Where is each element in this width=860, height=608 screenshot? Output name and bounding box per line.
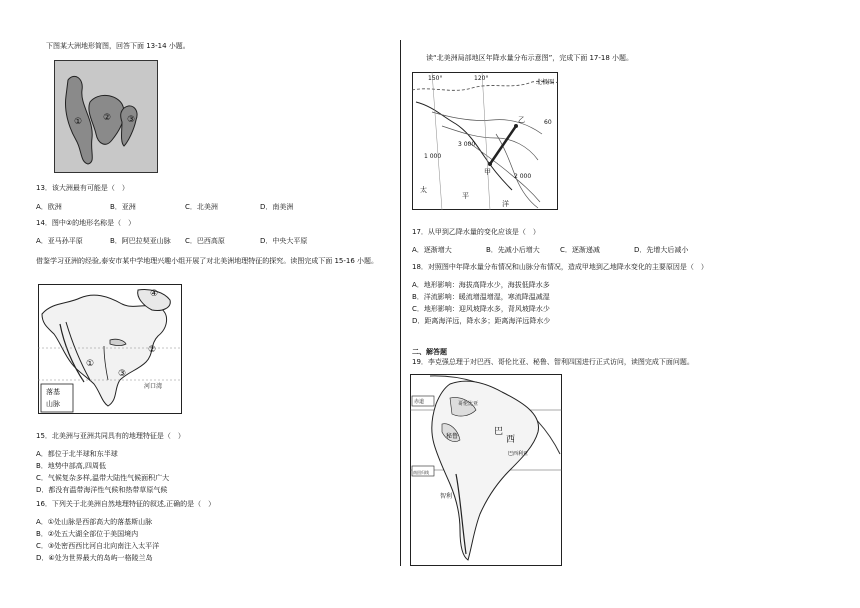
q17-option-b[interactable]: B．先减小后增大 [486,246,540,254]
point-jia [488,162,492,166]
intro-13-14: 下图某大洲地形简图，回答下面 13-14 小题。 [46,42,190,50]
label-tropic: 南回归线 [413,470,429,475]
label-3000: 3 000 [458,141,476,148]
q18-option-a[interactable]: A．地形影响：海拔高降水少，海拔低降水多 [412,281,550,289]
label-1: ① [74,117,83,127]
q14-option-b[interactable]: B．阿巴拉契亚山脉 [110,237,171,245]
q18-stem: 18．对照图中年降水量分布情况和山脉分布情况，造成甲地到乙地降水变化的主要原因是（ ） [412,263,708,271]
q13-option-c[interactable]: C．北美洲 [185,203,218,211]
q15-option-c[interactable]: C．气候复杂多样,温带大陆性气候面积广大 [36,474,170,482]
q15-stem: 15．北美洲与亚洲共同具有的地理特征是（ ） [36,432,185,440]
label-ba: 巴 [494,427,504,437]
q16-stem: 16．下列关于北美洲自然地理特征的叙述,正确的是（ ） [36,500,216,508]
q15-option-b[interactable]: B．地势中部高,四周低 [36,462,107,470]
q18-option-d[interactable]: D．距离海洋远，降水多；距离海洋远降水少 [412,317,551,325]
q17-stem: 17．从甲到乙降水量的变化应该是（ ） [412,228,540,236]
intro-17-18: 读“北美洲局部地区年降水量分布示意图”，完成下面 17-18 小题。 [426,54,634,62]
q16-option-a[interactable]: A．①处山脉是西部高大的落基斯山脉 [36,518,153,526]
label-2: ② [148,345,157,355]
q15-option-a[interactable]: A．都位于北半球和东半球 [36,450,118,458]
q17-option-c[interactable]: C．逐渐递减 [560,246,600,254]
q14-stem: 14．图中②的地形名称是（ ） [36,219,136,227]
q14-option-d[interactable]: D．中央大平原 [260,237,308,245]
north-america-map [38,284,182,414]
label-2000: 2 000 [514,173,532,180]
label-xi: 西 [506,435,516,445]
label-2: ② [103,113,112,123]
label-chile: 智利 [440,493,453,500]
precipitation-svg [412,72,558,210]
label-jia: 甲 [484,168,491,176]
label-ping: 平 [462,192,469,200]
column-divider [400,40,401,566]
continent-terrain-map [54,60,158,173]
label-120: 120° [474,75,489,82]
label-equator: 赤道 [414,399,425,405]
q15-option-d[interactable]: D．都没有温带海洋性气候和热带草原气候 [36,486,168,494]
label-colombia: 哥伦比亚 [458,401,479,407]
q17-option-d[interactable]: D．先增大后减小 [634,246,689,254]
label-brasilia: 巴西利亚 [508,451,529,457]
south-america-map [410,374,562,566]
q18-option-c[interactable]: C．地形影响：迎风坡降水多，背风坡降水少 [412,305,550,313]
south-america-svg [410,374,562,566]
q13-option-d[interactable]: D．南美洲 [260,203,294,211]
map-frame [413,73,558,210]
label-1000: 1 000 [424,153,442,160]
label-peru: 秘鲁 [446,433,459,440]
label-60: 60 [544,119,552,126]
q16-option-c[interactable]: C．③处密西西比河自北向南注入太平洋 [36,542,160,550]
label-tai: 太 [420,186,427,194]
label-150: 150° [428,75,443,82]
q16-option-b[interactable]: B．②处五大湖全部位于美国境内 [36,530,139,538]
precipitation-map [412,72,558,210]
q17-option-a[interactable]: A．逐渐增大 [412,246,452,254]
q13-option-a[interactable]: A．欧洲 [36,203,62,211]
rocky-label: 落基 [46,388,60,396]
intro-15-16: 借鉴学习亚洲的经验,泰安市某中学地理兴趣小组开展了对北美洲地理特征的探究。读图完成下面 15-16 小题。 [36,257,379,265]
q18-option-b[interactable]: B．洋流影响：暖流增温增湿，寒流降温减湿 [412,293,550,301]
q14-option-a[interactable]: A．亚马孙平原 [36,237,83,245]
estuary-label: 河口湾 [144,383,163,390]
q13-option-b[interactable]: B．亚洲 [110,203,136,211]
label-yang: 洋 [502,200,509,208]
q14-option-c[interactable]: C．巴西高原 [185,237,225,245]
label-3: ③ [127,115,136,125]
q16-option-d[interactable]: D．④处为世界最大的岛屿一格陵兰岛 [36,554,153,562]
label-arctic-circle: 北极圈 [536,79,555,86]
label-1: ① [86,359,95,369]
label-3: ③ [118,369,127,379]
q13-stem: 13．该大洲最有可能是（ ） [36,184,129,192]
mountains-label: 山脉 [46,400,60,408]
label-yi: 乙 [518,116,525,124]
section-heading: 二、解答题 [412,348,447,356]
label-4: ④ [150,289,159,299]
q19-stem: 19．李克强总理于对巴西、哥伦比亚、秘鲁、智利四国进行正式访问，读图完成下面问题。 [412,358,694,366]
